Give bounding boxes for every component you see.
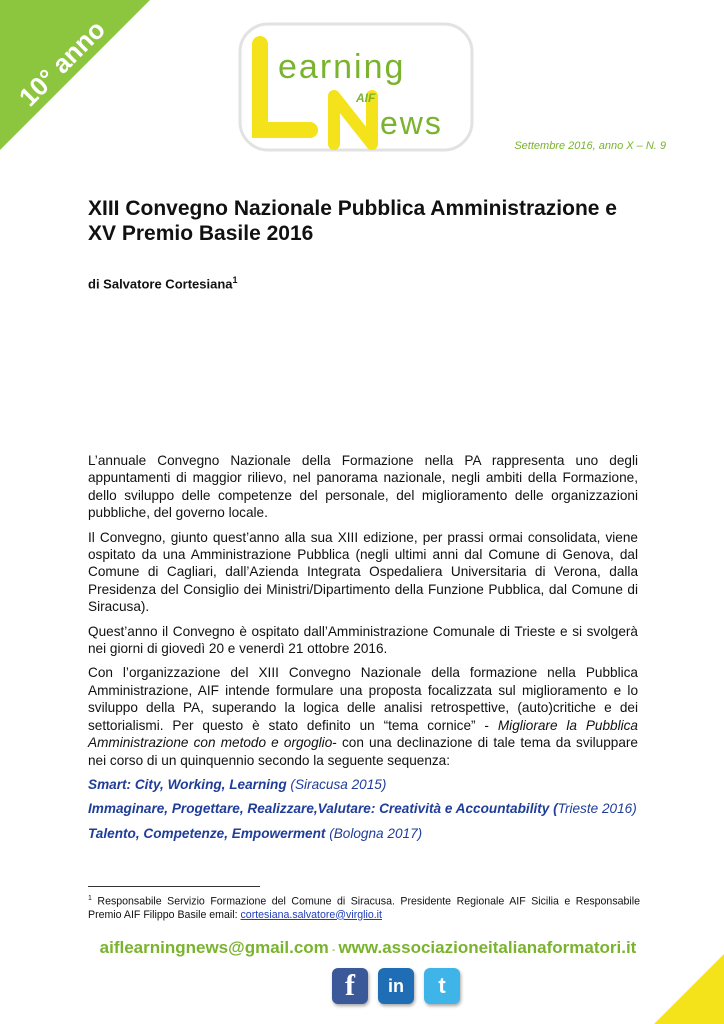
twitter-icon[interactable]: t <box>424 968 460 1004</box>
sequence-theme: Smart: City, Working, Learning <box>88 776 287 792</box>
paragraph-3: Quest’anno il Convegno è ospitato dall’Amministrazione Comunale di Trieste e si svolgerà nei giorni di giovedì 20 e venerdì 21 ottobre 2016. <box>88 623 638 657</box>
paragraph-1: L’annuale Convegno Nazionale della Formazione nella PA rappresenta uno degli appuntamenti di maggior rilievo, nel panorama nazionale, negli ambiti della Formazione, dello sviluppo delle competenze del personale, del miglioramento delle organizzazioni pubbliche, del governo locale. <box>88 453 638 521</box>
paragraph-2: Il Convegno, giunto quest’anno alla sua XIII edizione, per prassi ormai consolidata, viene ospitato da una Amministrazione Pubblica (negli ultimi anni dal Comune di Genova, dal Comune di Cagliari, dall’Azienda Integrata Ospedaliera Universitaria di Verona, dalla Presidenza del Consiglio dei Ministri/Dipartimento della Funzione Pubblica, dal Comune di Siracusa). <box>88 529 638 615</box>
anniversary-ribbon <box>0 0 150 150</box>
sequence-item-1 <box>88 776 638 793</box>
sequence-item-2 <box>88 800 638 817</box>
linkedin-icon[interactable]: in <box>378 968 414 1004</box>
sequence-item-3 <box>88 825 638 842</box>
author-name: di Salvatore Cortesiana <box>88 276 233 292</box>
anniversary-ribbon-text: 10° anno <box>12 14 111 113</box>
issue-line: Settembre 2016, anno X – N. 9 <box>514 140 666 152</box>
footnote-divider <box>88 886 260 887</box>
footer-email-link[interactable]: aiflearningnews@gmail.com <box>99 938 329 957</box>
footnote-text: Responsabile Servizio Formazione del Comune di Siracusa. Presidente Regionale AIF Sicilia e Responsabile Premio AIF Filippo Basile email: <box>88 895 640 921</box>
footnote-email-link[interactable]: cortesiana.salvatore@virglio.it <box>240 908 382 921</box>
footnote-ref: 1 <box>88 895 92 902</box>
footer-website-link[interactable]: www.associazioneitalianaformatori.it <box>338 938 637 957</box>
logo-wordmark-bottom: ews <box>380 105 443 141</box>
learning-news-logo <box>238 22 476 154</box>
paragraph-4 <box>88 664 638 768</box>
sequence-theme: Talento, Competenze, Empowerment <box>88 825 326 841</box>
corner-decoration <box>654 954 724 1024</box>
logo-org: AIF <box>356 91 376 105</box>
paragraph-4-text-end: - con una declinazione di tale tema da sviluppare nei corso di un quinquennio secondo la seguente sequenza: <box>88 735 638 768</box>
sequence-place: (Bologna 2017) <box>325 825 423 841</box>
article-body <box>88 452 638 849</box>
paragraph-4-text: Con l’organizzazione del XIII Convegno Nazionale della formazione nella Pubblica Amministrazione, AIF intende formulare una proposta focalizzata sul miglioramento e lo sviluppo della PA, superando la logica delle analisi retrospettive, (auto)critiche e dei settorialismi. Per questo è stato definito un “tema cornice” - <box>88 665 638 733</box>
footnote <box>88 892 640 922</box>
sequence-place: Trieste 2016) <box>557 801 637 817</box>
article-title: XIII Convegno Nazionale Pubblica Amministrazione e XV Premio Basile 2016 <box>88 197 617 245</box>
logo-wordmark-top: earning <box>278 48 406 86</box>
footer-contact <box>88 938 648 958</box>
article-author <box>88 275 238 291</box>
sequence-theme: Immaginare, Progettare, Realizzare,Valutare: Creatività e Accountability ( <box>88 801 558 817</box>
sequence-place: (Siracusa 2015) <box>286 776 387 792</box>
facebook-icon[interactable]: f <box>332 968 368 1004</box>
author-note-ref: 1 <box>232 275 238 285</box>
paragraph-4-theme: Migliorare la Pubblica Amministrazione con metodo e orgoglio <box>88 717 638 751</box>
footer-separator: - <box>331 944 336 956</box>
